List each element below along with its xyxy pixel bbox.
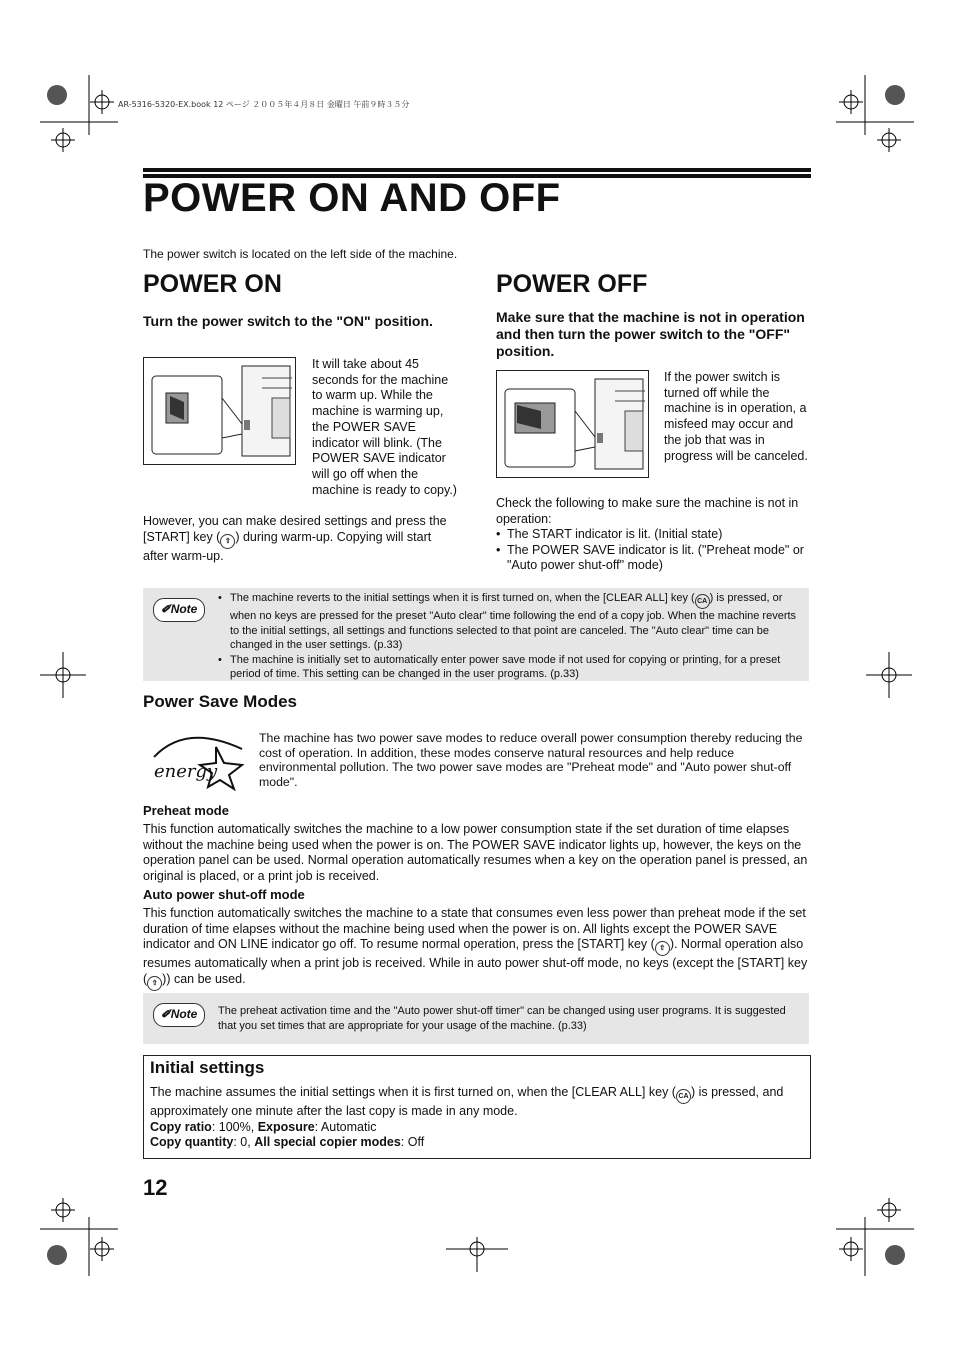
page-title: POWER ON AND OFF <box>143 176 561 220</box>
intro-text: The power switch is located on the left side of the machine. <box>143 247 458 261</box>
note-2-text: The preheat activation time and the "Auto power shut-off timer" can be changed using user programs. It is suggested that you set times that are appropriate for your usage of the machine. (p.33) <box>218 1005 786 1032</box>
power-save-heading: Power Save Modes <box>143 692 298 711</box>
print-header-meta: AR-5316-5320-EX.book 12 ページ ２００５年４月８日 金曜日 午前９時３５分 <box>118 100 410 109</box>
note-1-item-1b: ) is pressed, or when no keys are pressed for the preset "Auto clear" time following the end of a copy job. When the machine reverts to the initial settings, all settings and functions selected to that point are canceled. The "Auto clear" time can be changed in the user settings. (p.33) <box>230 592 797 651</box>
note-badge-label: Note <box>170 602 198 616</box>
auto-shutoff-text-a: This function automatically switches the machine to a state that consumes even less power than preheat mode if the set duration of time elapses without the machine being used when the power is on. All lights except the POWER SAVE indicator and ON LINE indicator go off. To resume normal operation, press the [START] key ( <box>143 906 806 952</box>
power-on-subheading: Turn the power switch to the "ON" position. <box>143 313 433 329</box>
auto-shutoff-text <box>143 906 810 991</box>
note-1-list <box>218 591 806 682</box>
copy-quantity-value: : 0, <box>233 1135 255 1150</box>
list-item: • The START indicator is lit. (Initial state) <box>496 527 812 543</box>
exposure-label: Exposure <box>257 1119 315 1134</box>
start-key-icon: ⇧ <box>147 976 162 991</box>
start-key-icon: ⇧ <box>220 534 235 549</box>
power-on-after-text-b: ) during warm-up. Copying will start after warm-up. <box>143 529 432 563</box>
power-off-bullet-list <box>496 527 812 574</box>
clear-all-key-icon: CA <box>695 594 710 609</box>
initial-settings-text-a: The machine assumes the initial settings when it is first turned on, when the [CLEAR ALL] key ( <box>150 1085 676 1099</box>
note-badge-1: ✐Note <box>153 598 205 622</box>
machine-side-off-icon <box>497 371 648 477</box>
note-badge-label: Note <box>170 1007 198 1021</box>
copy-ratio-label: Copy ratio <box>150 1119 212 1134</box>
power-save-intro: The machine has two power save modes to reduce overall power consumption thereby reducing the cost of operation. In addition, these modes conserve natural resources and help reduce environmental pollution. The two power save modes are "Preheat mode" and "Auto power shut-off mode". <box>259 731 803 789</box>
energy-logo-text: energy <box>154 761 218 782</box>
power-on-side-text: It will take about 45 seconds for the machine to warm up. While the machine is warming up, the POWER SAVE indicator will blink. (The POWER SAVE indicator will go off when the machine is ready to copy.) <box>312 357 457 497</box>
note-1-item-1a: The machine reverts to the initial settings when it is first turned on, when the [CLEAR ALL] key ( <box>230 592 695 604</box>
special-modes-value: : Off <box>400 1135 425 1150</box>
list-item <box>218 591 806 653</box>
power-off-check-text: Check the following to make sure the machine is not in operation: <box>496 496 799 526</box>
preheat-text: This function automatically switches the machine to a low power consumption state if the set duration of time elapses without the machine being used when the power is on. The POWER SAVE indicator lights up, however, the keys on the operation panel can be used. Normal operation automatically resumes when a key on the operation panel is pressed, an original is placed, or a print job is received. <box>143 822 808 884</box>
exposure-value: : Automatic <box>314 1119 377 1134</box>
preheat-heading: Preheat mode <box>143 803 229 818</box>
auto-shutoff-text-c: )) can be used. <box>162 972 246 987</box>
power-switch-off-illustration <box>496 370 649 478</box>
initial-settings-text-b: ) is pressed, and approximately one minute after the last copy is made in any mode. <box>150 1085 784 1118</box>
auto-shutoff-text-b: ). Normal operation also resumes automatically when a print job is received. While in auto power shut-off mode, no keys (except the [START] key ( <box>143 937 808 987</box>
power-off-subheading: Make sure that the machine is not in operation and then turn the power switch to the "OFF" position. <box>496 309 805 359</box>
copy-ratio-value: : 100%, <box>211 1119 258 1134</box>
power-on-after-text-a: However, you can make desired settings and press the [START] key ( <box>143 514 447 544</box>
list-item: • The POWER SAVE indicator is lit. ("Preheat mode" or "Auto power shut-off" mode) <box>496 543 812 574</box>
initial-settings-box <box>143 1055 811 1159</box>
special-modes-label: All special copier modes <box>254 1135 401 1150</box>
page-number: 12 <box>143 1175 168 1200</box>
copy-quantity-label: Copy quantity <box>150 1135 234 1150</box>
start-key-icon: ⇧ <box>655 941 670 956</box>
auto-shutoff-heading: Auto power shut-off mode <box>143 887 305 902</box>
power-on-heading: POWER ON <box>143 270 282 298</box>
power-off-heading: POWER OFF <box>496 270 648 298</box>
energy-star-logo <box>146 727 256 791</box>
note-badge-2: ✐Note <box>153 1003 205 1027</box>
clear-all-key-icon: CA <box>676 1089 691 1104</box>
initial-settings-heading: Initial settings <box>150 1058 265 1077</box>
energy-star-icon <box>146 727 256 791</box>
list-item: • The machine is initially set to automatically enter power save mode if not used for copying or printing, for a preset period of time. This setting can be changed in the user programs. (p.33) <box>218 653 806 682</box>
initial-settings-text <box>150 1085 800 1151</box>
power-on-after-text <box>143 514 453 564</box>
power-off-side-text: If the power switch is turned off while the machine is in operation, a misfeed may occur and the job that was in progress will be canceled. <box>664 370 808 463</box>
power-switch-on-illustration <box>143 357 296 465</box>
note-box-2 <box>143 993 809 1044</box>
machine-side-on-icon <box>144 358 295 464</box>
note-box-1 <box>143 588 809 681</box>
